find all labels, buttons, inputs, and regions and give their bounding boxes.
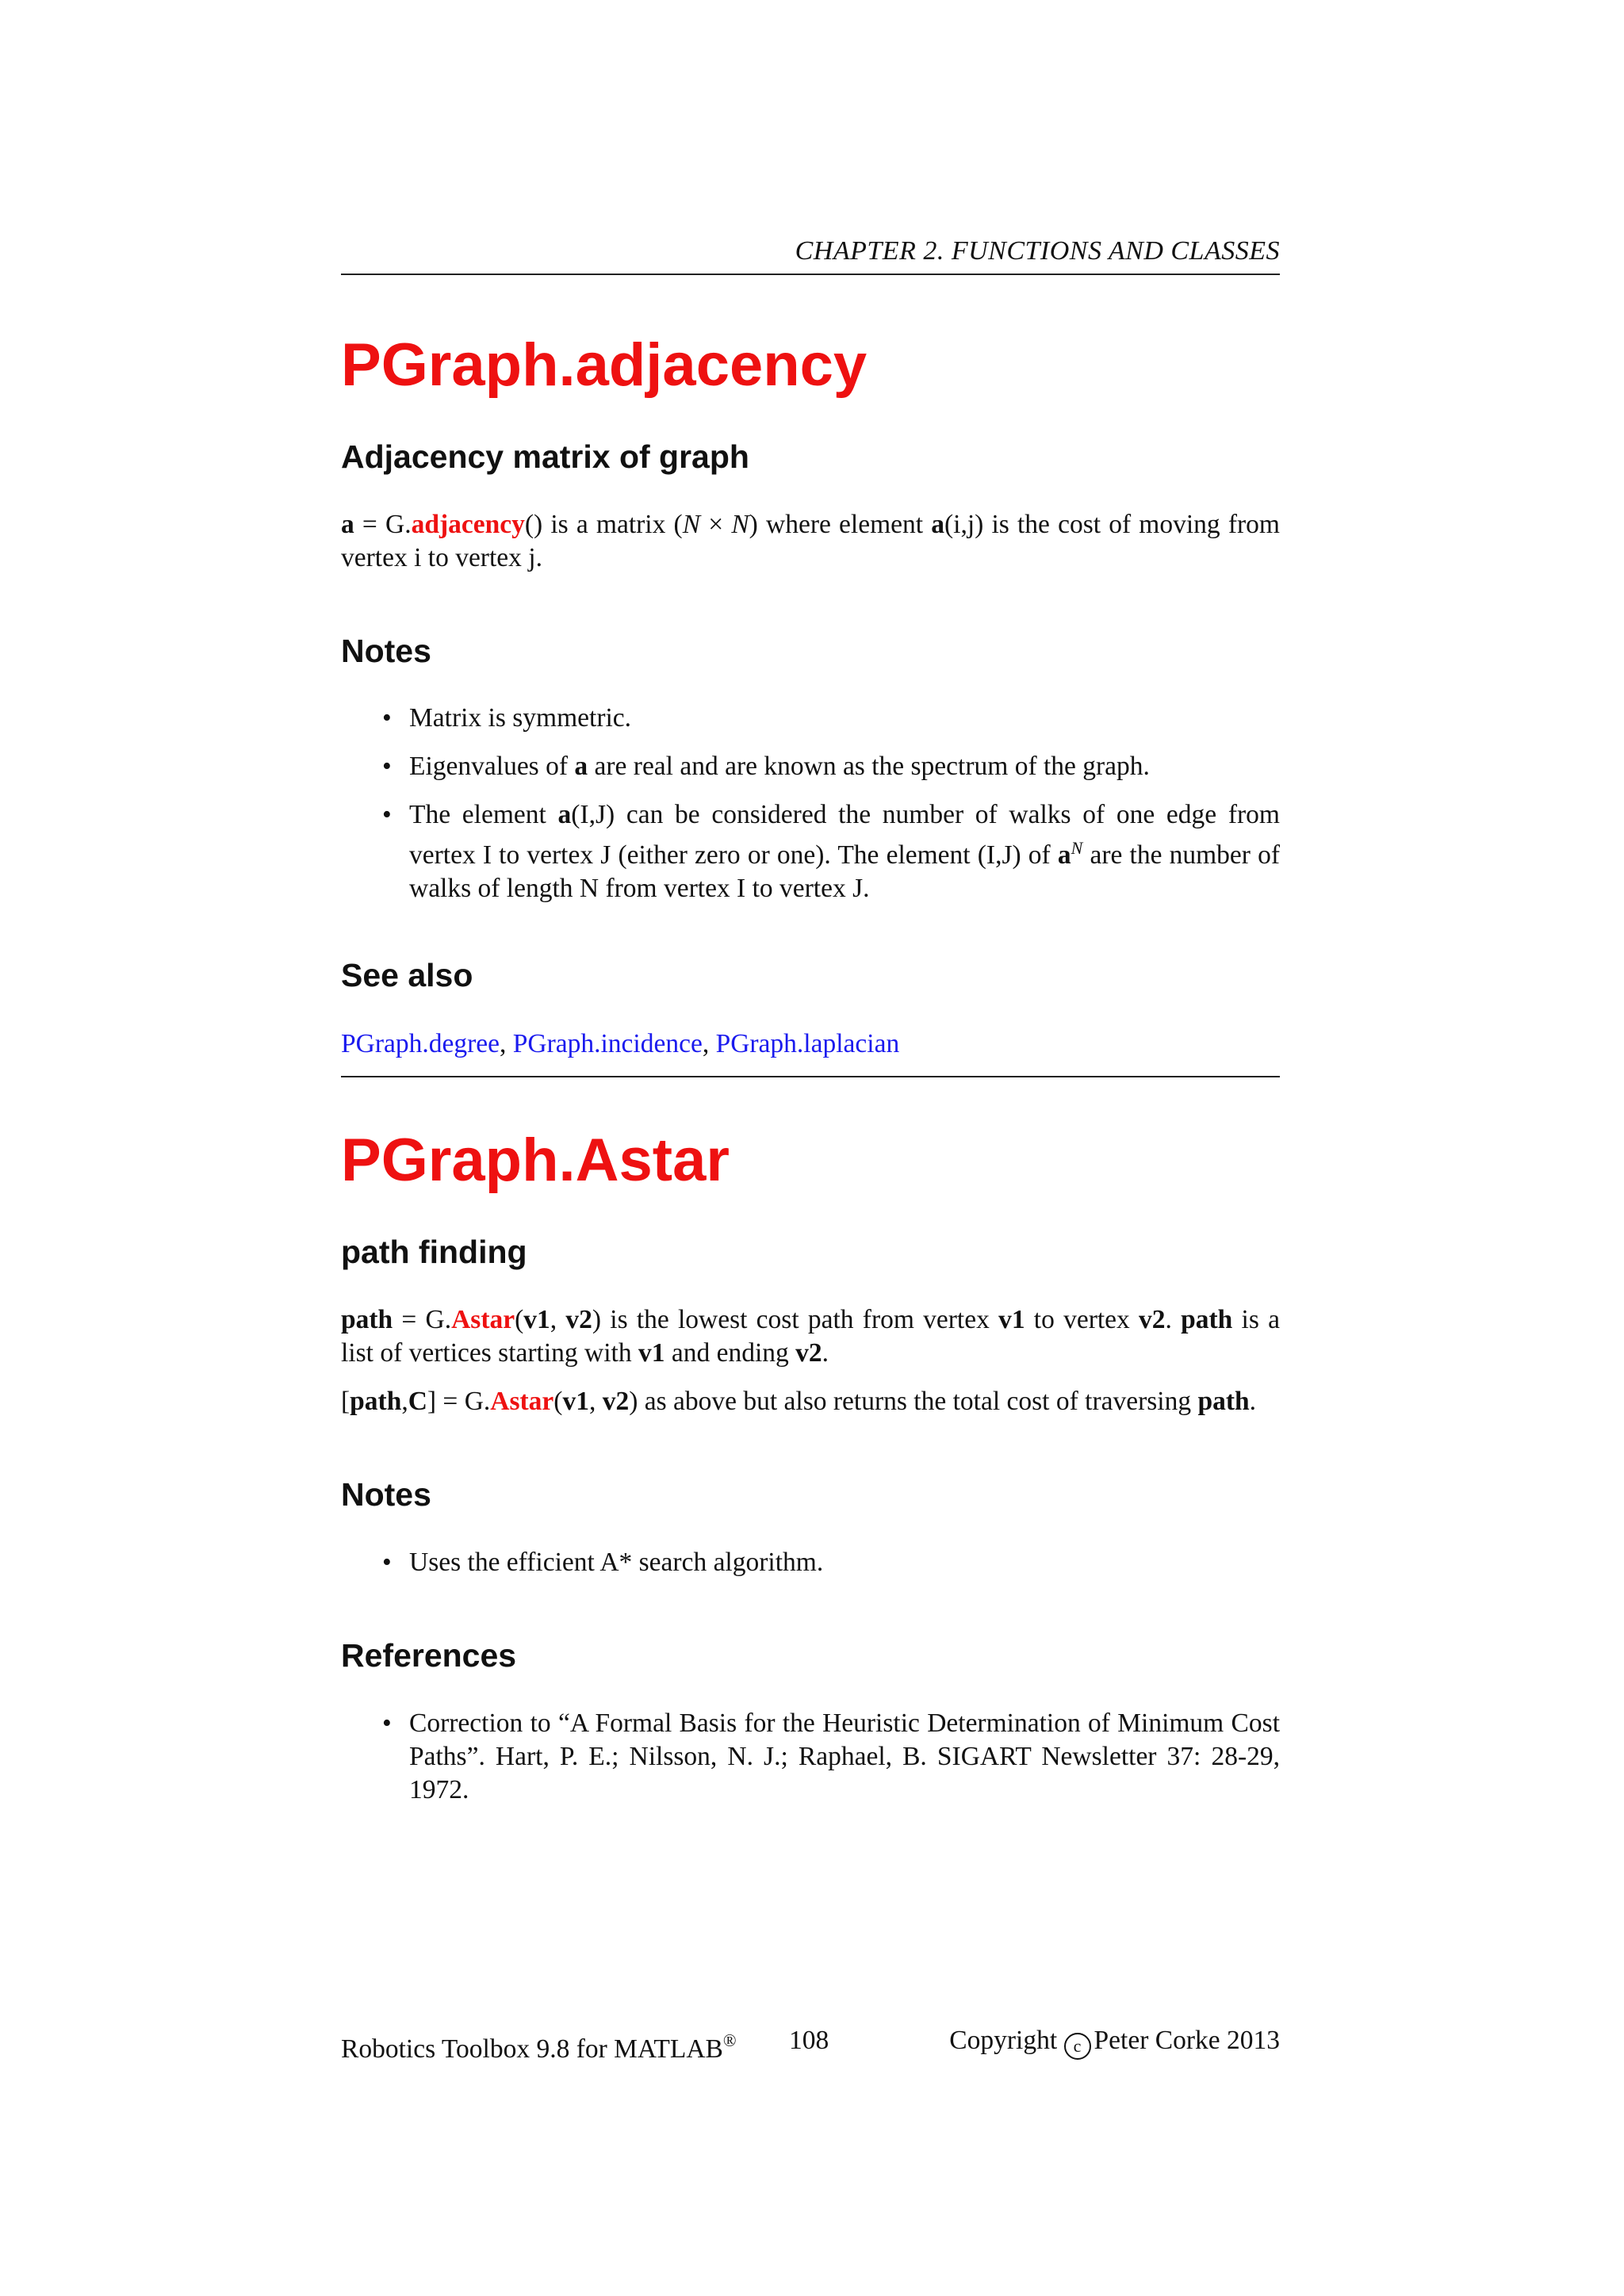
list-item: • The element a(I,J) can be considered the number of walks of one edge from vertex I to vertex J (either zero or one). The element (I,J) of $a^N$ are the number of walks of length N from vertex I to vertex J.	[382, 800, 1281, 904]
copyright-icon: c	[1064, 2033, 1091, 2060]
footer-title: Robotics Toolbox 9.8 for MATLAB®	[341, 2030, 737, 2064]
adjacency-title: PGraph.adjacency	[341, 331, 868, 399]
list-item: • Correction to “A Formal Basis for the Heuristic Determination of Minimum Cost Paths”. Hart, P. E.; Nilsson, N. J.; Raphael, B. SIGART Newsletter 37: 28-29, 1972.	[382, 1709, 1280, 1804]
bullet: •	[382, 1548, 392, 1577]
bullet: •	[382, 752, 392, 781]
list-item: • Eigenvalues of a are real and are known as the spectrum of the graph.	[341, 750, 1280, 783]
list-item: • Uses the efficient A* search algorithm.	[341, 1546, 1280, 1579]
astar-notes-list	[341, 1546, 1280, 1594]
header-rule	[341, 274, 1280, 275]
list-item: • Matrix is symmetric.	[341, 702, 1280, 735]
astar-description-1: path = G.Astar(v1, v2) is the lowest cost path from vertex v1 to vertex v2. path is a list of vertices starting with v1 and ending v2.	[341, 1305, 1280, 1368]
references-heading: References	[341, 1637, 517, 1674]
astar-notes-heading: Notes	[341, 1476, 431, 1513]
adjacency-subtitle: Adjacency matrix of graph	[341, 438, 749, 475]
adjacency-notes-list	[341, 702, 1280, 920]
section-divider	[341, 1076, 1280, 1077]
fn-adjacency: adjacency	[411, 510, 525, 539]
fn-astar: Astar	[490, 1387, 554, 1416]
astar-description-2: [path,C] = G.Astar(v1, v2) as above but also returns the total cost of traversing path.	[341, 1387, 1257, 1416]
astar-title: PGraph.Astar	[341, 1127, 730, 1194]
see-also-heading: See also	[341, 957, 473, 993]
adjacency-notes-heading: Notes	[341, 633, 431, 669]
running-header: CHAPTER 2. FUNCTIONS AND CLASSES	[795, 236, 1280, 266]
footer-copyright: Copyright c Peter Corke 2013	[949, 2024, 1280, 2060]
bullet: •	[382, 800, 392, 829]
link-pgraph-laplacian[interactable]: PGraph.laplacian	[715, 1029, 900, 1058]
fn-astar: Astar	[451, 1305, 515, 1334]
link-pgraph-degree[interactable]: PGraph.degree	[341, 1029, 500, 1058]
page-number: 108	[789, 2026, 829, 2055]
bullet: •	[382, 703, 392, 733]
astar-subtitle: path finding	[341, 1234, 527, 1270]
link-pgraph-incidence[interactable]: PGraph.incidence	[512, 1029, 703, 1058]
see-also-links: PGraph.degree, PGraph.incidence, PGraph.laplacian	[341, 1029, 900, 1058]
references-list	[341, 1707, 1280, 1822]
adjacency-description: a = G.adjacency() is a matrix (N × N) where element a(i,j) is the cost of moving from vertex i to vertex j.	[341, 510, 1280, 572]
bullet: •	[382, 1709, 392, 1738]
var-a: a	[341, 510, 354, 539]
